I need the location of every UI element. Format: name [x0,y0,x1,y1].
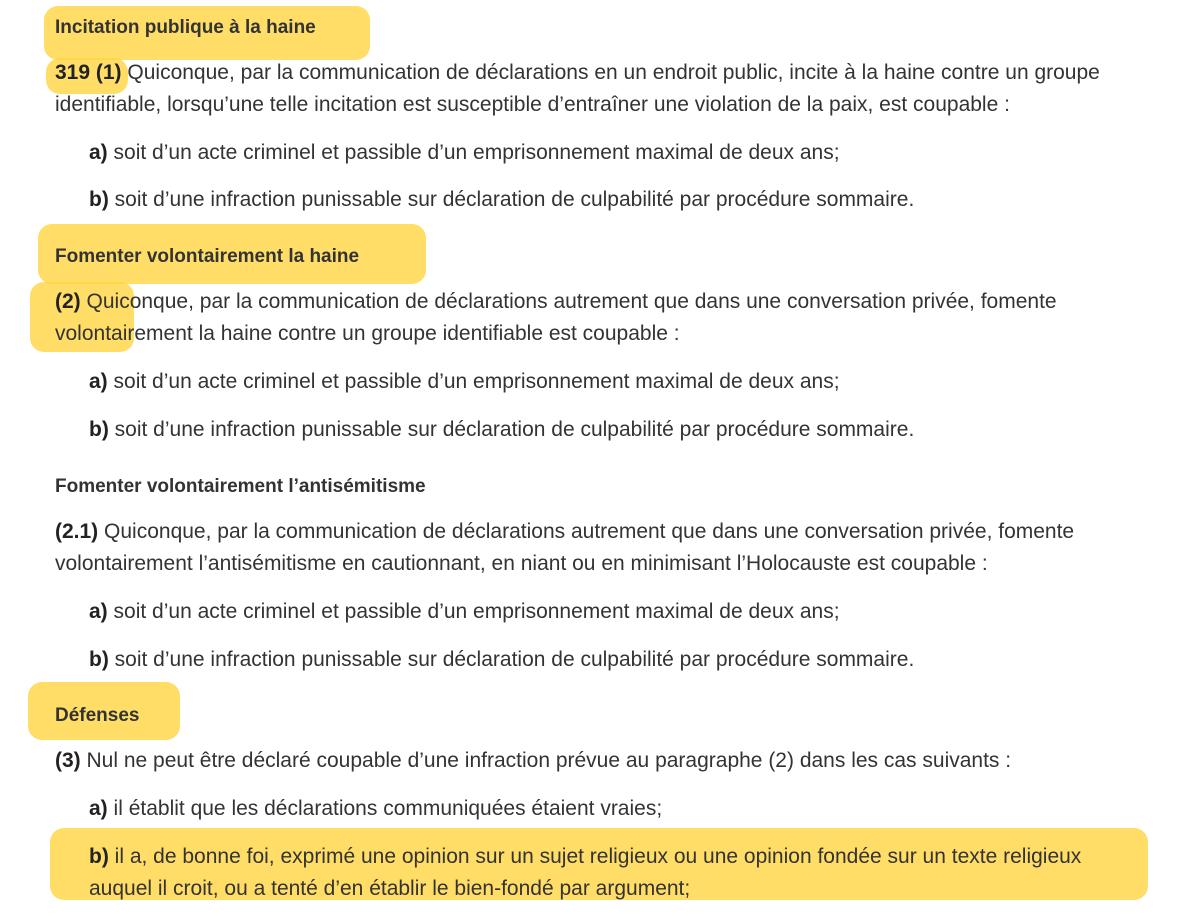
paragraph-number: 319 (1) [55,61,122,84]
list-item-a [89,367,840,397]
item-text: soit d’une infraction punissable sur déclaration de culpabilité par procédure sommaire. [114,648,915,671]
item-text: soit d’un acte criminel et passible d’un emprisonnement maximal de deux ans; [113,141,840,164]
list-item-a [89,794,662,824]
section-heading-antisemitisme: Fomenter volontairement l’antisémitisme [55,476,426,497]
list-item-b [89,842,1081,872]
item-letter: b) [89,188,109,211]
item-letter: a) [89,600,108,623]
section-heading-fomenter-haine: Fomenter volontairement la haine [55,246,360,267]
item-letter: b) [89,845,109,868]
item-text: il a, de bonne foi, exprimé une opinion sur un sujet religieux ou une opinion fondée sur un texte religieux [114,845,1082,868]
list-item-a [89,138,840,168]
item-letter: a) [89,797,108,820]
paragraph-319-1-line2: identifiable, lorsqu’une telle incitation est susceptible d’entraîner une violation de la paix, est coupable : [55,93,1010,116]
item-letter: a) [89,141,108,164]
item-text: soit d’un acte criminel et passible d’un emprisonnement maximal de deux ans; [113,370,840,393]
list-item-b [89,645,914,675]
item-text: soit d’une infraction punissable sur déclaration de culpabilité par procédure sommaire. [114,418,915,441]
paragraph-text: Quiconque, par la communication de déclarations autrement que dans une conversation privée, fomente [104,520,1075,543]
paragraph-text: Nul ne peut être déclaré coupable d’une infraction prévue au paragraphe (2) dans les cas suivants : [86,749,1012,772]
paragraph-2-1-line1 [55,517,1074,547]
paragraph-2-line2: volontairement la haine contre un groupe identifiable est coupable : [55,322,680,345]
paragraph-text: Quiconque, par la communication de déclarations autrement que dans une conversation privée, fomente [86,290,1057,313]
item-text: soit d’une infraction punissable sur déclaration de culpabilité par procédure sommaire. [114,188,915,211]
list-item-b-continuation: auquel il croit, ou a tenté d’en établir le bien-fondé par argument; [89,877,691,900]
paragraph-text: Quiconque, par la communication de déclarations en un endroit public, incite à la haine contre un groupe [127,61,1100,84]
list-item-b [89,415,914,445]
item-letter: b) [89,418,109,441]
paragraph-2-line1 [55,287,1057,317]
section-heading-incitation: Incitation publique à la haine [55,17,316,38]
item-letter: b) [89,648,109,671]
item-letter: a) [89,370,108,393]
section-heading-defenses: Défenses [55,705,140,726]
item-text: soit d’un acte criminel et passible d’un emprisonnement maximal de deux ans; [113,600,840,623]
paragraph-319-1-line1 [55,58,1100,88]
list-item-a [89,597,840,627]
paragraph-number: (3) [55,749,81,772]
paragraph-3-line1 [55,746,1011,776]
paragraph-number: (2) [55,290,81,313]
paragraph-number: (2.1) [55,520,99,543]
list-item-b [89,185,914,215]
item-text: il établit que les déclarations communiquées étaient vraies; [113,797,663,820]
paragraph-2-1-line2: volontairement l’antisémitisme en cautionnant, en niant ou en minimisant l’Holocauste est coupable : [55,552,988,575]
